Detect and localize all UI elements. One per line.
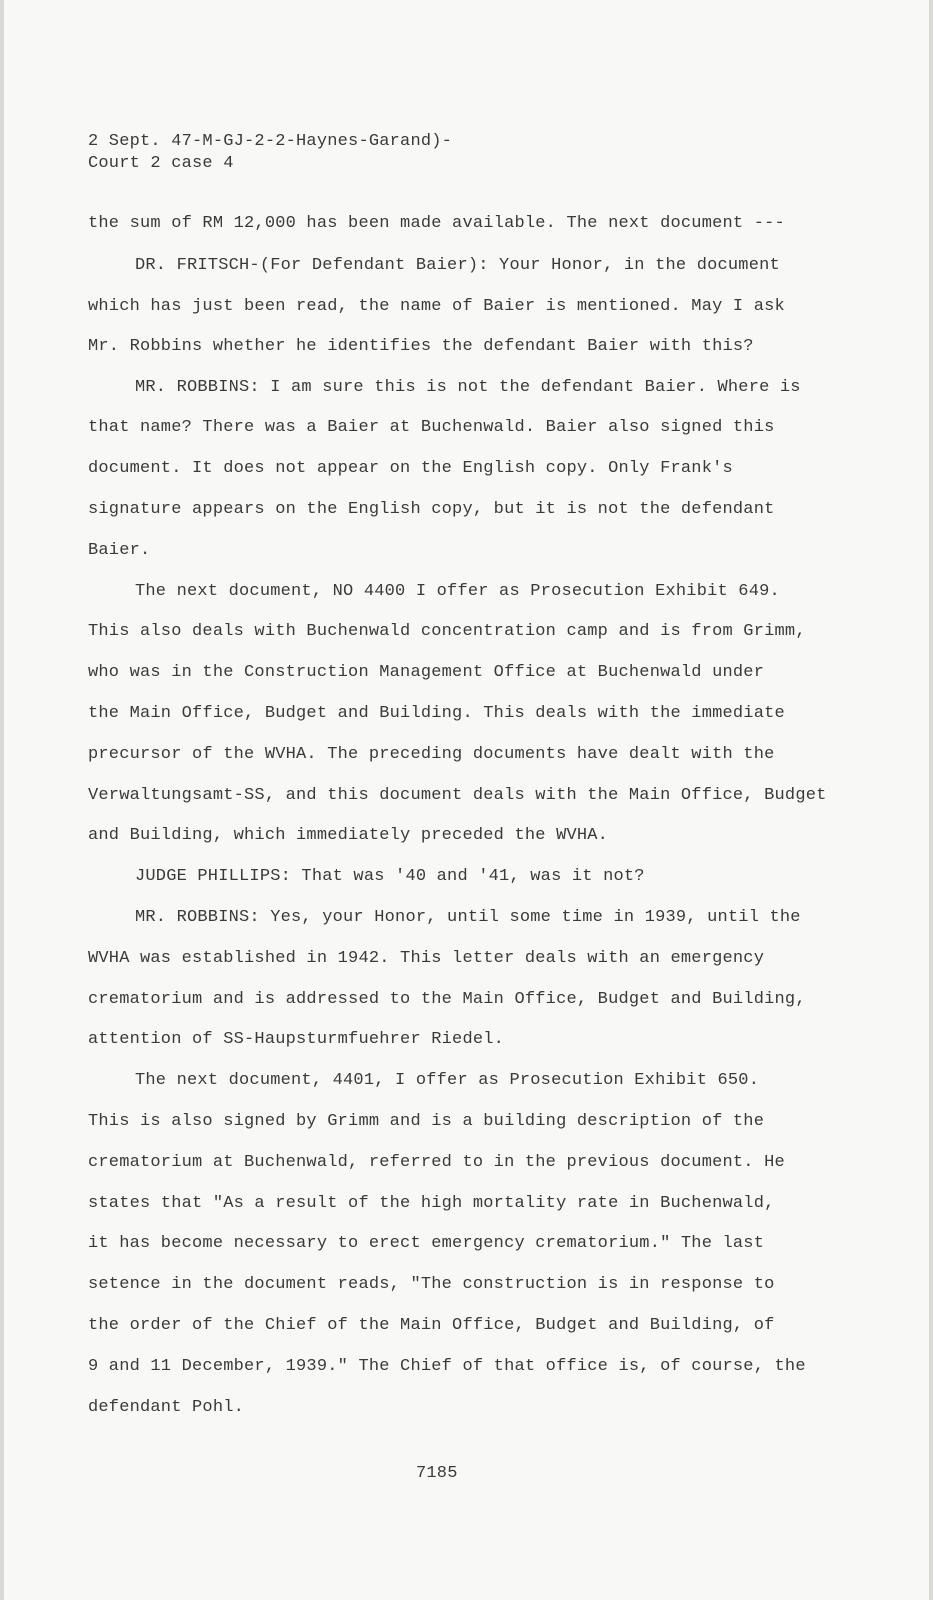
text-line: it has become necessary to erect emergency crematorium." The last bbox=[88, 1234, 765, 1253]
text-line: crematorium at Buchenwald, referred to in the previous document. He bbox=[88, 1153, 785, 1172]
text-line: This is also signed by Grimm and is a building description of the bbox=[88, 1112, 765, 1131]
text-line: the Main Office, Budget and Building. This deals with the immediate bbox=[88, 704, 785, 723]
text-line: attention of SS-Haupsturmfuehrer Riedel. bbox=[88, 1030, 505, 1049]
text-line: who was in the Construction Management Office at Buchenwald under bbox=[88, 663, 765, 682]
page-number: 7185 bbox=[416, 1464, 458, 1483]
text-line: states that "As a result of the high mortality rate in Buchenwald, bbox=[88, 1194, 775, 1213]
text-line: Baier. bbox=[88, 541, 151, 560]
text-line: JUDGE PHILLIPS: That was '40 and '41, was it not? bbox=[135, 867, 645, 886]
text-line: Mr. Robbins whether he identifies the defendant Baier with this? bbox=[88, 337, 754, 356]
text-line: defendant Pohl. bbox=[88, 1398, 245, 1417]
text-line: the sum of RM 12,000 has been made available. The next document --- bbox=[88, 214, 785, 233]
text-line: This also deals with Buchenwald concentration camp and is from Grimm, bbox=[88, 622, 806, 641]
text-line: MR. ROBBINS: Yes, your Honor, until some time in 1939, until the bbox=[135, 908, 801, 927]
text-line: 9 and 11 December, 1939." The Chief of that office is, of course, the bbox=[88, 1357, 806, 1376]
header-line-2: Court 2 case 4 bbox=[88, 154, 234, 173]
header-line-1: 2 Sept. 47-M-GJ-2-2-Haynes-Garand)- bbox=[88, 132, 453, 151]
text-line: crematorium and is addressed to the Main Office, Budget and Building, bbox=[88, 990, 806, 1009]
text-line: MR. ROBBINS: I am sure this is not the defendant Baier. Where is bbox=[135, 378, 801, 397]
text-line: setence in the document reads, "The construction is in response to bbox=[88, 1275, 775, 1294]
text-line: The next document, NO 4400 I offer as Prosecution Exhibit 649. bbox=[135, 582, 780, 601]
text-line: DR. FRITSCH-(For Defendant Baier): Your Honor, in the document bbox=[135, 256, 780, 275]
text-line: which has just been read, the name of Baier is mentioned. May I ask bbox=[88, 297, 785, 316]
text-line: that name? There was a Baier at Buchenwald. Baier also signed this bbox=[88, 418, 775, 437]
text-line: precursor of the WVHA. The preceding documents have dealt with the bbox=[88, 745, 775, 764]
text-line: The next document, 4401, I offer as Prosecution Exhibit 650. bbox=[135, 1071, 760, 1090]
text-line: Verwaltungsamt-SS, and this document deals with the Main Office, Budget bbox=[88, 786, 827, 805]
page-edge-right bbox=[929, 0, 933, 1600]
text-line: and Building, which immediately preceded the WVHA. bbox=[88, 826, 609, 845]
text-line: signature appears on the English copy, but it is not the defendant bbox=[88, 500, 775, 519]
text-line: WVHA was established in 1942. This letter deals with an emergency bbox=[88, 949, 765, 968]
text-line: document. It does not appear on the English copy. Only Frank's bbox=[88, 459, 733, 478]
text-line: the order of the Chief of the Main Office, Budget and Building, of bbox=[88, 1316, 775, 1335]
page-edge-left bbox=[0, 0, 4, 1600]
